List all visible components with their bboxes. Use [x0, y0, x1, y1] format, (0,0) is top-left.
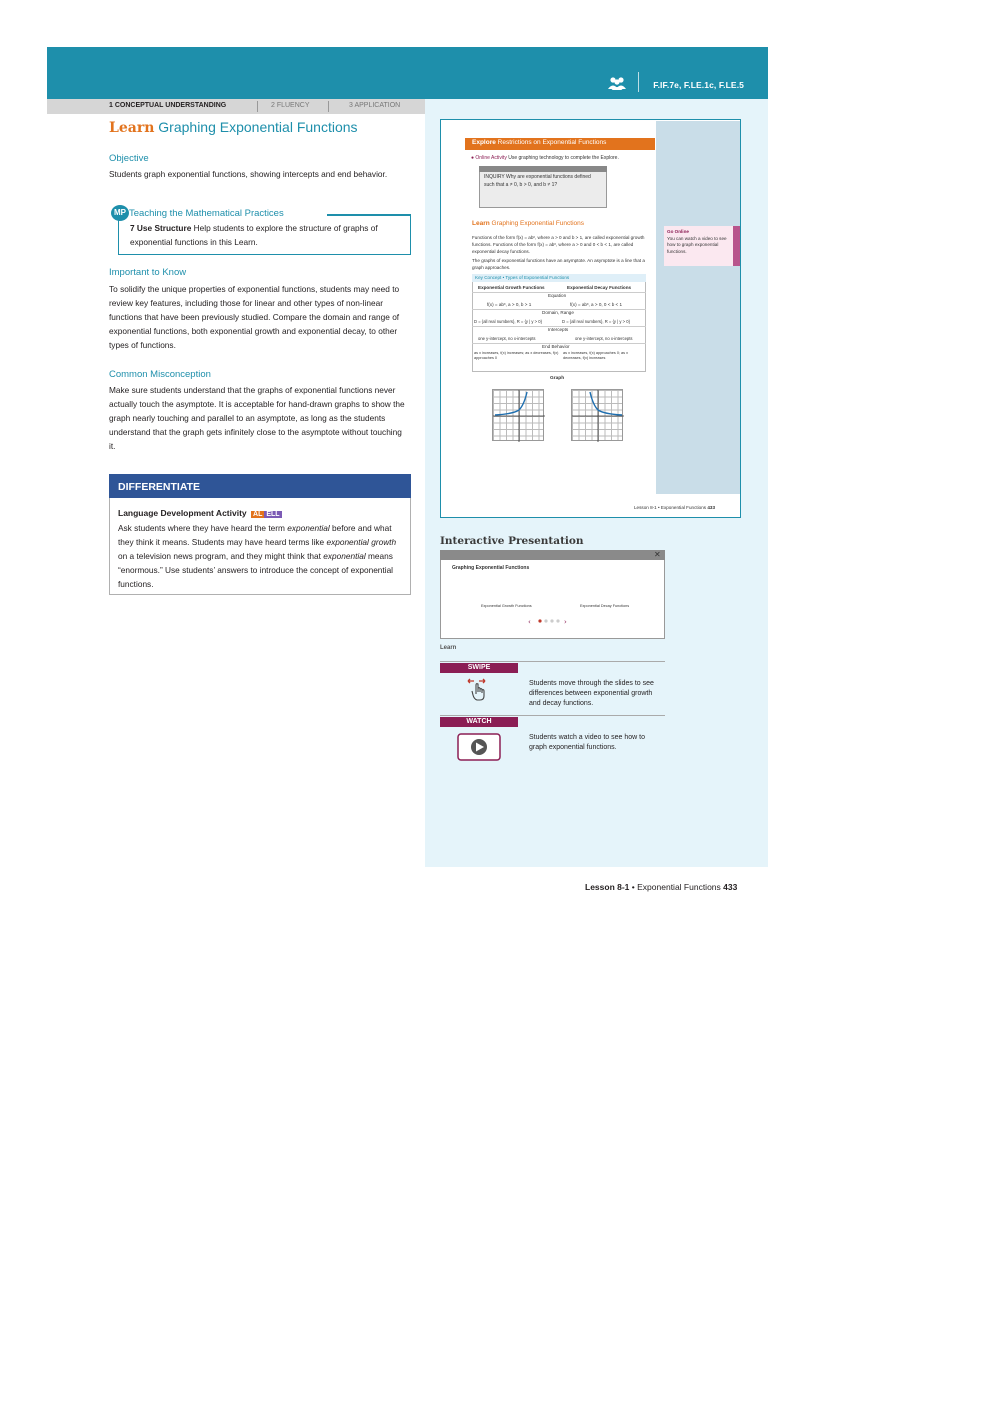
objective-heading: Objective [109, 153, 149, 164]
important-heading: Important to Know [109, 267, 187, 278]
interactive-titlebar [440, 550, 665, 560]
diff-text-1: Ask students where they have heard the term [118, 523, 288, 533]
decay-curve [572, 390, 624, 442]
learn-heading [472, 220, 584, 228]
footer-page: 433 [723, 882, 738, 892]
objective-body: Students graph exponential functions, showing intercepts and end behavior. [109, 169, 388, 179]
people-icon [608, 76, 626, 90]
svg-text:›: › [564, 618, 567, 625]
kc-col-decay: Exponential Decay Functions [567, 285, 632, 290]
learn-text: Graphing Exponential Functions [491, 220, 585, 227]
kc-end-growth: as x increases, f(x) increases; as x decreases, f(x) approaches 0 [474, 351, 559, 360]
swipe-label: SWIPE [440, 663, 518, 673]
kc-dr-decay: D = {all real numbers}, R = {y | y > 0} [562, 319, 631, 324]
watch-label: WATCH [440, 717, 518, 727]
kc-graph-label: Graph [550, 376, 565, 381]
student-page-margin [656, 121, 740, 494]
explore-text: Restrictions on Exponential Functions [497, 139, 607, 146]
inquiry-text: INQUIRY Why are exponential functions defined such that a ≠ 0, b > 0, and b ≠ 1? [484, 174, 591, 188]
go-online-label: Go Online [667, 229, 689, 234]
diff-em-3: exponential [323, 551, 366, 561]
interactive-shot-col1: Exponential Growth Functions [481, 604, 532, 608]
activity-title [118, 508, 282, 518]
swipe-rule [440, 661, 665, 662]
close-icon[interactable]: ✕ [654, 550, 661, 559]
practices-body [130, 221, 402, 249]
interactive-caption: Learn [440, 645, 457, 651]
diff-text-2: before and what they think it means. Students may have heard terms like [118, 523, 392, 547]
tab-application: 3 APPLICATION [349, 102, 401, 109]
tab-divider [257, 101, 258, 112]
header-banner [47, 47, 768, 99]
footer-title: Exponential Functions [637, 882, 721, 892]
lesson-phase-tabs [47, 99, 425, 114]
interactive-shot-col2: Exponential Decay Functions [580, 604, 630, 608]
differentiate-body [118, 521, 404, 591]
differentiate-heading: DIFFERENTIATE [109, 474, 411, 498]
slide-dots-icon[interactable] [528, 617, 572, 625]
diff-em-2: exponential growth [326, 537, 397, 547]
growth-curve [493, 390, 545, 442]
watch-text: Students watch a video to see how to graph exponential functions. [529, 734, 645, 751]
kc-eq-decay: f(x) = abˣ, a > 0, 0 < b < 1 [570, 302, 623, 307]
page-title [109, 119, 358, 136]
diff-em-1: exponential [287, 523, 330, 533]
standards-label: F.IF.7e, F.LE.1c, F.LE.5 [653, 80, 744, 90]
kc-dr-growth: D = {all real numbers}, R = {y | y > 0} [474, 319, 543, 324]
sp-footer-num: 433 [707, 505, 716, 510]
go-online-desc: You can watch a video to see how to graph exponential functions. [667, 235, 727, 254]
footer-bullet: • [631, 882, 635, 892]
play-video-icon[interactable] [457, 733, 501, 761]
diff-text-4: means “enormous.” Use students’ answers to introduce the concept of exponential functions. [118, 551, 394, 589]
learn-bold: Learn [472, 220, 490, 227]
online-activity-line [471, 155, 656, 163]
kc-col-growth: Exponential Growth Functions [478, 285, 545, 290]
explore-banner [465, 138, 655, 150]
kc-int-growth: one y-intercept, no x-intercepts [478, 336, 536, 341]
learn-para-2: The graphs of exponential functions have an asymptote. An asymptote is a line that a graph approaches. [472, 258, 645, 270]
swipe-icon [465, 676, 493, 702]
kc-domain-label: Domain, Range [542, 310, 574, 315]
tab-divider [328, 101, 329, 112]
online-activity-label: Online Activity [475, 155, 507, 161]
kc-end-decay: as x increases, f(x) approaches 0; as x decreases, f(x) increases [563, 351, 628, 360]
diff-text-3: on a television news program, and they might think that [118, 551, 324, 561]
tab-fluency: 2 FLUENCY [271, 102, 310, 109]
svg-text:‹: ‹ [528, 618, 531, 625]
interactive-shot-title: Graphing Exponential Functions [452, 565, 530, 571]
kc-int-decay: one y-intercept, no x-intercepts [575, 336, 633, 341]
page-title-text: Graphing Exponential Functions [158, 119, 358, 135]
practices-text: Help students to explore the structure of graphs of exponential functions in this Learn. [130, 223, 378, 247]
inquiry-titlebar [479, 166, 607, 172]
header-divider [638, 72, 639, 92]
page-title-prefix: Learn [109, 120, 155, 136]
important-body: To solidify the unique properties of exponential functions, students may need to review key features, including those for linear and other types of non-linear functions that have been previously studied. Compare the domain and range of exponential functions, both exponential growth and exponential decay, to other types of functions. [109, 284, 400, 350]
mp-icon: MP [111, 205, 129, 221]
online-activity-text: Use graphing technology to complete the Explore. [508, 155, 619, 161]
watch-rule [440, 715, 665, 716]
badge-ell: ELL [266, 511, 280, 518]
kc-equation-label: Equation [548, 293, 567, 298]
kc-eq-growth: f(x) = abˣ, a > 0, b > 1 [487, 302, 532, 307]
explore-bold: Explore [472, 139, 496, 146]
practices-heading: Teaching the Mathematical Practices [129, 208, 284, 219]
interactive-screenshot[interactable] [440, 550, 665, 639]
kc-title: Key Concept • Types of Exponential Functions [475, 275, 570, 280]
go-online-text [667, 229, 729, 255]
swipe-text: Students move through the slides to see differences between exponential growth and decay functions. [529, 680, 654, 707]
page-footer [585, 882, 737, 892]
sp-footer-text: Lesson 8-1 • Exponential Functions [634, 505, 707, 510]
practices-bold: 7 Use Structure [130, 223, 192, 233]
growth-graph [492, 389, 544, 441]
misconception-heading: Common Misconception [109, 369, 211, 380]
student-page-footer [634, 504, 715, 512]
interactive-heading: Interactive Presentation [440, 535, 584, 547]
decay-graph [571, 389, 623, 441]
misconception-body: Make sure students understand that the graphs of exponential functions never actually touch the asymptote. It is acceptable for hand-drawn graphs to show the graph nearly touching and parallel to an asymptote, as long as the students understand that the graph gets infinitely close to the asymptote without touching it. [109, 385, 405, 451]
tab-conceptual-understanding: 1 CONCEPTUAL UNDERSTANDING [109, 102, 227, 109]
learn-para-1: Functions of the form f(x) = abˣ, where a > 0 and b > 1, are called exponential growth functions. Functions of the form f(x) = abˣ, where a > 0 and 0 < b < 1, are called exponential decay functions. [472, 235, 645, 254]
kc-end-label: End Behavior [542, 344, 570, 349]
kc-intercepts-label: Intercepts [548, 327, 569, 332]
footer-lesson: Lesson 8-1 [585, 882, 630, 892]
badge-al: AL [253, 511, 263, 518]
online-activity-icon: ● [471, 155, 475, 161]
activity-label: Language Development Activity [118, 508, 247, 518]
